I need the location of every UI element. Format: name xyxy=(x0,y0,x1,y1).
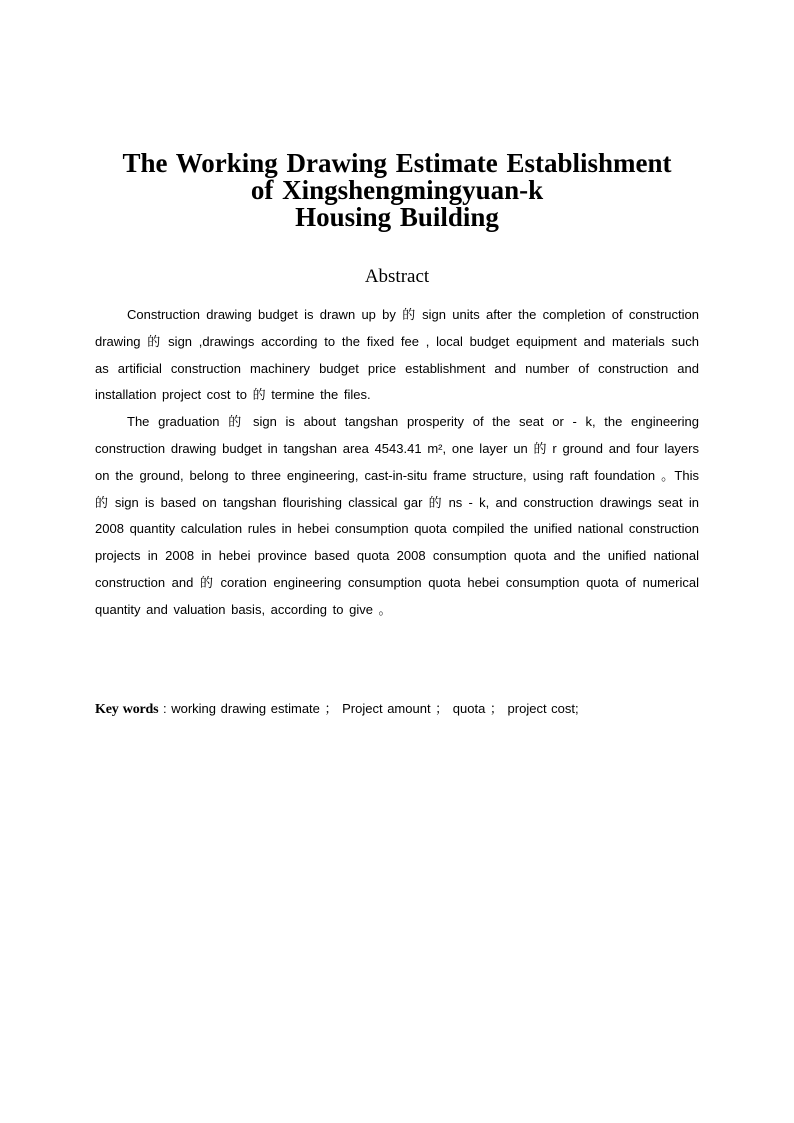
keywords-text: : working drawing estimate ； Project amount ； quota ； project cost; xyxy=(163,701,579,716)
title-line-2: of Xingshengmingyuan-k xyxy=(250,175,544,205)
title-line-3: Housing Building xyxy=(295,202,499,232)
document-title xyxy=(60,150,734,231)
abstract-paragraph-1: Construction drawing budget is drawn up by 的 sign units after the completion of construction drawing 的 sign ,drawings according to the fixed fee , local budget equipment and materials such as artificial construction machinery budget price establishment and number of construction and installation project cost to 的 termine the files. xyxy=(95,307,699,403)
abstract-heading: Abstract xyxy=(364,266,430,287)
title-line-1: The Working Drawing Estimate Establishment xyxy=(122,148,672,178)
keywords-line xyxy=(95,697,699,722)
abstract-paragraph-2: The graduation 的 sign is about tangshan prosperity of the seat or - k, the engineering construction drawing budget in tangshan area 4543.41 m², one layer un 的 r ground and four layers on the ground, belong to three engineering, cast-in-situ frame structure, using raft foundation 。This 的 sign is based on tangshan flourishing classical gar 的 ns - k, and construction drawings seat in 2008 quantity calculation rules in hebei consumption quota compiled the unified national construction projects in 2008 in hebei province based quota 2008 consumption quota and the unified national construction and 的 coration engineering consumption quota hebei consumption quota of numerical quantity and valuation basis, according to give 。 xyxy=(95,414,699,617)
keywords-label: Key words xyxy=(95,702,159,717)
abstract-body xyxy=(95,302,699,624)
